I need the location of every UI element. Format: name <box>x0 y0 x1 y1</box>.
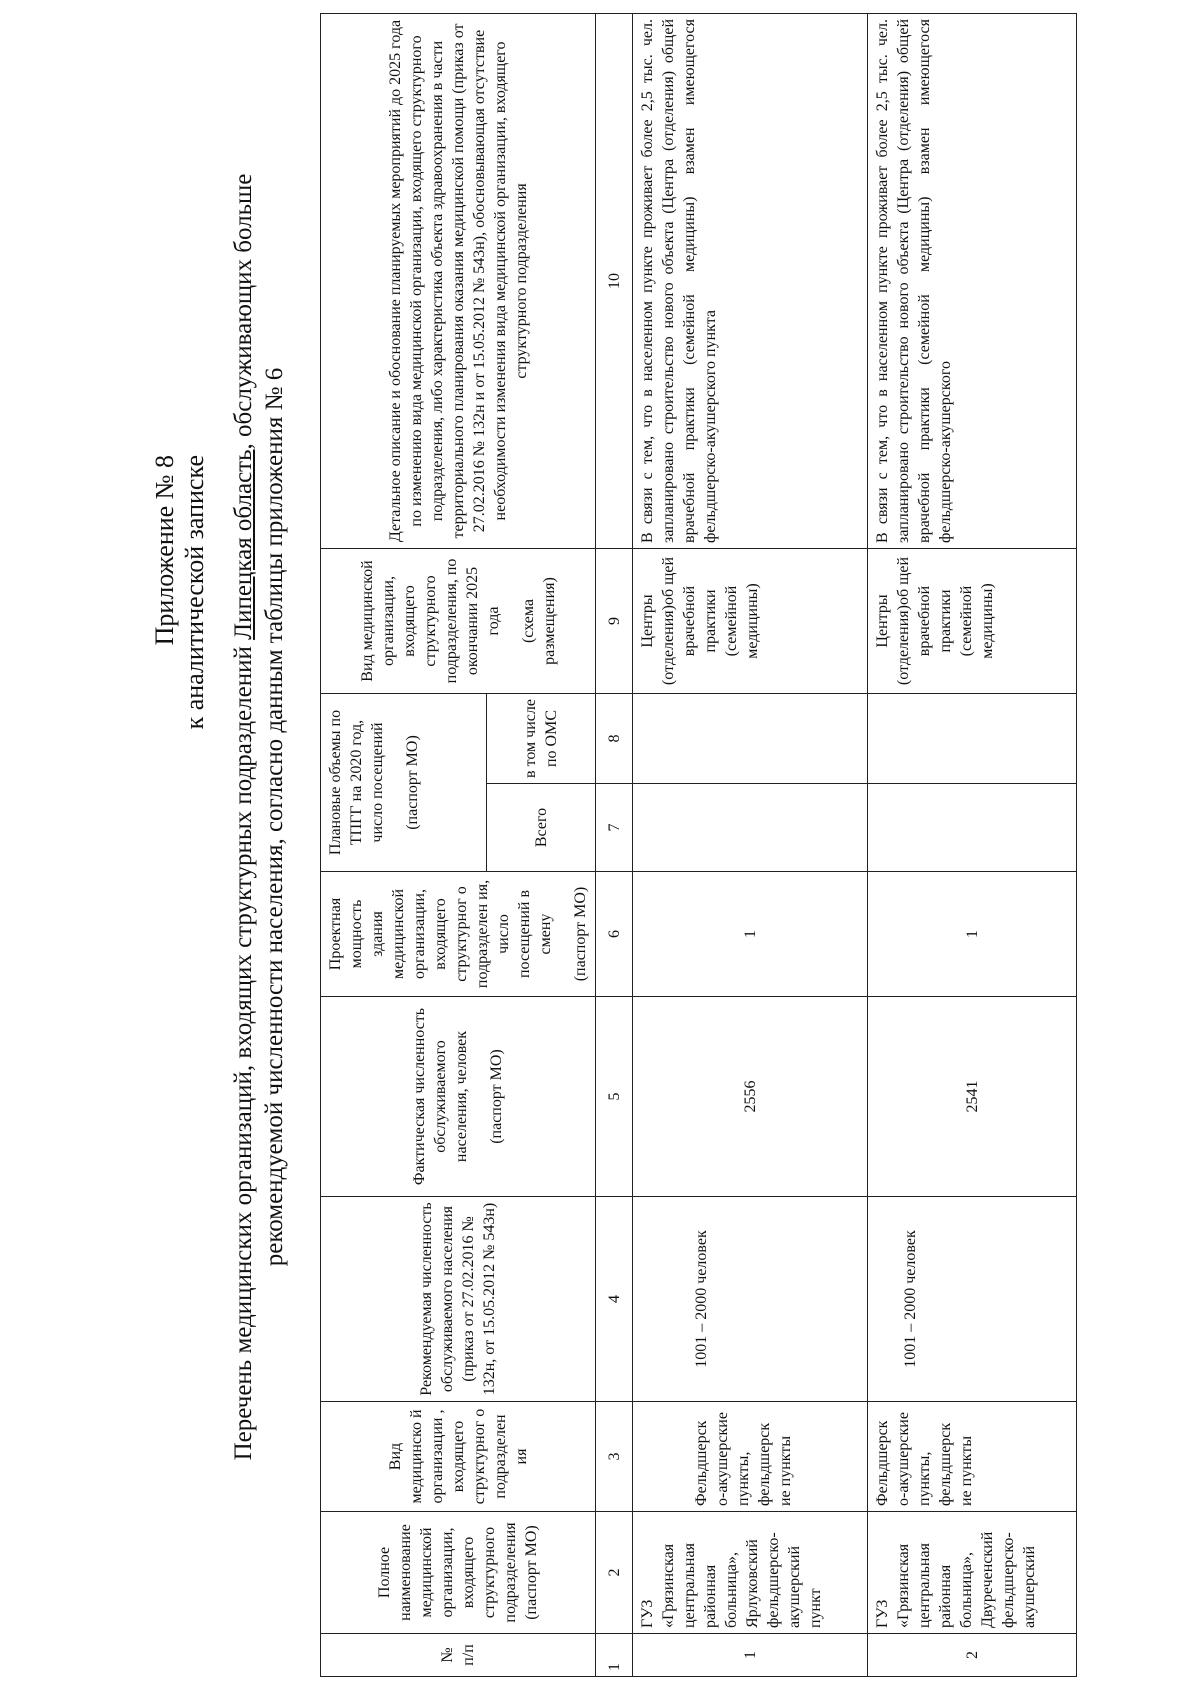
row-organization-name: ГУЗ «Грязинская центральная районная больница», Ярлуковский фельдшерско-акушерский пункт <box>633 1512 868 1634</box>
column-number: 6 <box>596 872 633 997</box>
header-planned-source: (паспорт МО) <box>404 735 421 830</box>
row-number: 1 <box>633 1634 868 1677</box>
column-number: 8 <box>596 693 633 783</box>
header-actual-source: (паспорт МО) <box>488 1049 505 1144</box>
header-col-name: Полное наименование медицинской организации, входящего структурного подразделения (паспорт МО) <box>321 1512 596 1634</box>
row-future-type: Центры (отделения)об щей врачебной практики (семейной медицины) <box>868 548 1077 693</box>
header-col-recommended: Рекомендуемая численность обслуживаемого населения (приказ от 27.02.2016 № 132н, от 15.05.2012 № 543н) <box>321 1197 596 1402</box>
document-heading <box>228 57 290 1577</box>
row-recommended-population: 1001 – 2000 человек <box>633 1197 868 1402</box>
header-future-type-source: (схема размещения) <box>519 577 558 665</box>
table-row <box>868 13 1077 1676</box>
row-recommended-population: 1001 – 2000 человек <box>868 1197 1077 1402</box>
row-capacity: 1 <box>633 872 868 997</box>
organizations-table <box>320 13 1077 1677</box>
heading-line2: рекомендуемой численности населения, согласно данным таблицы приложения № 6 <box>261 367 288 1267</box>
header-col-description: Детальное описание и обоснование планируемых мероприятий до 2025 года по изменению вида медицинской организации, входящего структурного подразделения, либо характеристика объекта здравоохранения в части территориального планирования оказания медицинской помощи (приказ от 27.02.2016 № 132н и от 15.05.2012 № 543н), обосновывающая отсутствие необходимости изменения вида медицинской организации, входящего структурного подразделения <box>321 13 596 548</box>
column-number: 9 <box>596 548 633 693</box>
header-col-number: № п/п <box>321 1634 596 1677</box>
header-col-oms: в том числе по ОМС <box>487 693 596 783</box>
row-capacity: 1 <box>868 872 1077 997</box>
row-planned-total <box>633 784 868 872</box>
row-planned-total <box>868 784 1077 872</box>
header-actual-text: Фактическая численность обслуживаемого населения, человек <box>411 1007 470 1186</box>
table-row <box>633 13 868 1676</box>
row-planned-oms <box>868 693 1077 783</box>
header-capacity-source: (паспорт МО) <box>572 886 589 982</box>
row-planned-oms <box>633 693 868 783</box>
column-number: 5 <box>596 997 633 1197</box>
row-number: 2 <box>868 1634 1077 1677</box>
row-organization-type: Фельдшерск о-акушерские пункты, фельдшерск ие пункты <box>868 1402 1077 1512</box>
row-organization-name: ГУЗ «Грязинская центральная районная больница», Двуреченский фельдшерско-акушерский <box>868 1512 1077 1634</box>
column-number: 1 <box>596 1634 633 1677</box>
header-col-future-type <box>321 548 596 693</box>
row-description: В связи с тем, что в населенном пункте проживает более 2,5 тыс. чел. запланировано строительство нового объекта (Центра (отделения) общей врачебной практики (семейной медицины) взамен имеющегося фельдшерско-акушерского пункта <box>633 13 868 548</box>
table-header-row <box>321 13 487 1676</box>
column-number: 3 <box>596 1402 633 1512</box>
column-number: 7 <box>596 784 633 872</box>
header-col-actual <box>321 997 596 1197</box>
column-numbers-row <box>596 13 633 1676</box>
row-description: В связи с тем, что в населенном пункте проживает более 2,5 тыс. чел. запланировано строительство нового объекта (Центра (отделения) общей врачебной практики (семейной медицины) взамен имеющегося фельдшерско-акушерского <box>868 13 1077 548</box>
row-actual-population: 2556 <box>633 997 868 1197</box>
appendix-label <box>150 455 210 729</box>
header-future-type-text: Вид медицинской организации, входящего структурного подразделения, по окончании 2025 года <box>358 558 502 684</box>
appendix-number: Приложение № 8 <box>150 455 179 646</box>
column-number: 4 <box>596 1197 633 1402</box>
heading-region: Липецкая область <box>230 449 257 640</box>
row-actual-population: 2541 <box>868 997 1077 1197</box>
appendix-reference: к аналитической записке <box>180 455 209 730</box>
header-col-planned <box>321 693 487 871</box>
header-col-type: Вид медицинско й организации , входящего структурног о подразделен ия <box>321 1402 596 1512</box>
header-col-capacity <box>321 872 596 997</box>
heading-text-part2: , обслуживающих больше <box>230 173 257 450</box>
row-future-type: Центры (отделения)об щей врачебной практики (семейной медицины) <box>633 548 868 693</box>
column-number: 2 <box>596 1512 633 1634</box>
header-planned-text: Плановые объемы по ТПГГ на 2020 год, число посещений <box>327 709 386 856</box>
header-capacity-text: Проектная мощность здания медицинской организации, входящего структурног о подразделен ия, число посещений в смену <box>327 879 554 989</box>
header-col-total: Всего <box>487 784 596 872</box>
row-organization-type: Фельдшерск о-акушерские пункты, фельдшерск ие пункты <box>633 1402 868 1512</box>
column-number: 10 <box>596 13 633 548</box>
heading-text-part1: Перечень медицинских организаций, входящих структурных подразделений <box>230 639 257 1461</box>
